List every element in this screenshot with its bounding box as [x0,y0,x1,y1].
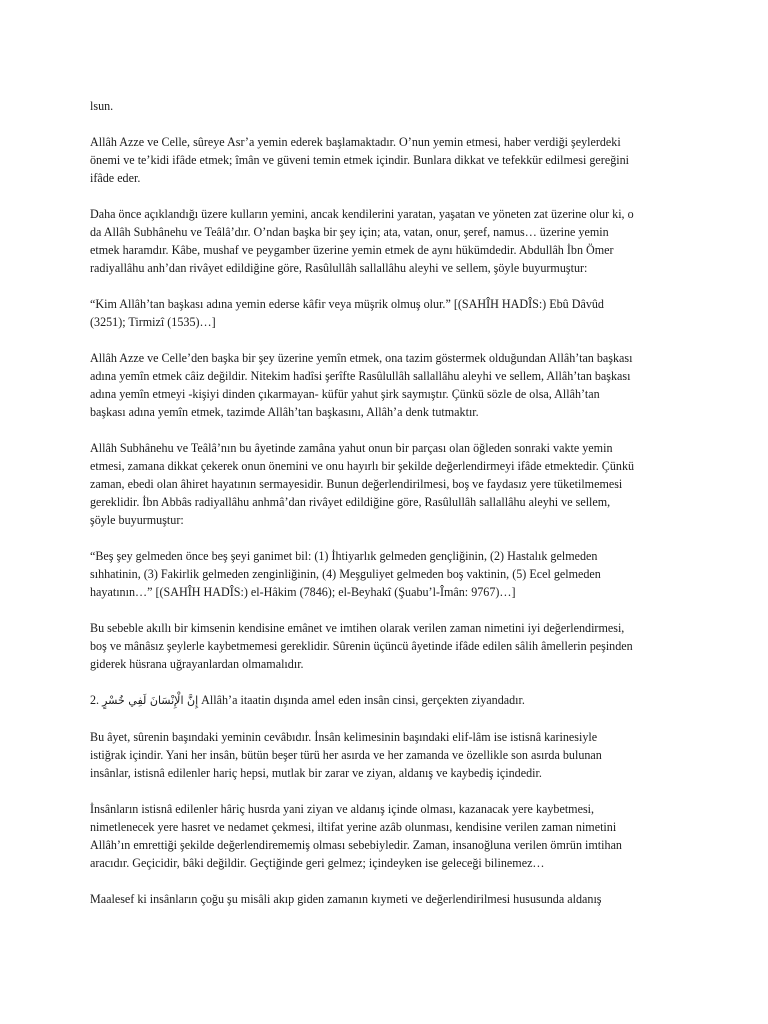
text-line: ifâde eder. [90,171,141,185]
text-line: lsun. [90,99,114,113]
text-line: hayatının…” [(SAHÎH HADÎS:) el-Hâkim (7846); el-Beyhakî (Şuabu’l-Îmân: 9767)…] [90,585,516,599]
paragraph-asr-oath [90,133,680,187]
paragraph-time-importance [90,439,680,529]
text-line: etmesi, zamana dikkat çekerek onun önemini ve onu hayırlı bir şekilde değerlendirmeyi ifâde etmektedir. Çünkü [90,459,635,473]
verse-number: 2. [90,693,100,707]
text-line: sıhhatinin, (3) Fakirlik gelmeden zenginliğinin, (4) Meşguliyet gelmeden boş vaktinin, (5) Ecel gelmeden [90,567,601,581]
text-line: adına yemîn etmeyi -kişiyi dinden çıkarmayan- küfür yahut şirk saymıştır. Çünkü sözle de olsa, Allâh’tan [90,387,600,401]
text-line: da Allâh Subhânehu ve Teâlâ’dır. O’ndan başka bir şey için; ata, vatan, onur, şeref, namus… üzerine yemin [90,225,609,239]
text-line [90,691,680,710]
text-line: (3251); Tirmizî (1535)…] [90,315,216,329]
paragraph-final [90,890,680,908]
text-line: boş ve mânâsız şeylerle kaybetmemesi gereklidir. Sûrenin üçüncü âyetinde ifâde edilen sâlih âmellerin peşinden [90,639,633,653]
document-page [90,97,680,926]
paragraph-loss [90,800,680,872]
text-line: aracıdır. Geçicidir, bâki değildir. Geçtiğinde geri gelmez; içindeyken ise geleceği bilinemez… [90,856,545,870]
text-line: önemi ve te’kidi ifâde etmek; îmân ve güveni temin etmek içindir. Bunlara dikkat ve tefekkür edilmesi gereğini [90,153,630,167]
verse-translation: Allâh’a itaatin dışında amel eden insân cinsi, gerçekten ziyandadır. [201,693,525,707]
text-line: şöyle buyurmuştur: [90,513,184,527]
text-line: Allâh’ın emrettiği şekilde değerlendirememiş olması sebebiyledir. Zaman, insanoğluna verilen ömrün imtihan [90,838,622,852]
text-line: Daha önce açıklandığı üzere kulların yemini, ancak kendilerini yaratan, yaşatan ve yöneten zat üzerine olur ki, o [90,207,634,221]
paragraph-oath-rules [90,205,680,277]
paragraph-oath-explanation [90,349,680,421]
text-line: “Kim Allâh’tan başkası adına yemin ederse kâfir veya müşrik olmuş olur.” [(SAHÎH HADÎS:) Ebû Dâvûd [90,297,604,311]
paragraph-wise-person [90,619,680,673]
text-line: başkası adına yemîn etmek, tazimde Allâh’tan başkasını, Allâh’a denk tutmaktır. [90,405,479,419]
hadith-quote-2 [90,547,680,601]
text-line: nimetlenecek yere hasret ve nedamet çekmesi, iltifat yerine azâb olunması, kendisine verilen zaman nimetini [90,820,617,834]
text-line: Allâh Subhânehu ve Teâlâ’nın bu âyetinde zamâna yahut onun bir parçası olan öğleden sonraki vakte yemin [90,441,613,455]
text-line: gereklidir. İbn Abbâs radiyallâhu anhmâ’dan rivâyet edildiğine göre, Rasûlullâh sallallâhu aleyhi ve sellem, [90,495,611,509]
text-line: insânlar, istisnâ edilenler hariç hepsi, mutlak bir zarar ve ziyan, aldanış ve kaybediş içindedir. [90,766,542,780]
text-line: radiyallâhu anh’dan rivâyet edildiğine göre, Rasûlullâh sallallâhu aleyhi ve sellem, şöyle buyurmuştur: [90,261,588,275]
text-line: Allâh Azze ve Celle, sûreye Asr’a yemin ederek başlamaktadır. O’nun yemin etmesi, haber verdiği şeylerdeki [90,135,621,149]
text-line: “Beş şey gelmeden önce beş şeyi ganimet bil: (1) İhtiyarlık gelmeden gençliğinin, (2) Hastalık gelmeden [90,549,598,563]
paragraph-fragment [90,97,680,115]
text-line: Bu âyet, sûrenin başındaki yeminin cevâbıdır. İnsân kelimesinin başındaki elif-lâm ise istisnâ karinesiyle [90,730,598,744]
paragraph-verse-answer [90,728,680,782]
text-line: istiğrak içindir. Yani her insân, bütün beşer türü her asırda ve her zamanda ve özellikle son asırda bulunan [90,748,602,762]
text-line: zaman, ebedi olan âhiret hayatının sermayesidir. Bunun değerlendirilmesi, boş ve faydasız yere tüketilmemesi [90,477,623,491]
verse-2 [90,691,680,710]
text-line: Allâh Azze ve Celle’den başka bir şey üzerine yemîn etmek, ona tazim göstermek olduğundan Allâh’tan başkası [90,351,633,365]
text-line: adına yemîn etmek câiz değildir. Nitekim hadîsi şerîfte Rasûlullâh sallallâhu aleyhi ve sellem, Allâh’tan başkası [90,369,631,383]
text-line: giderek hüsrana uğrayanlardan olmamalıdır. [90,657,304,671]
text-line: Maalesef ki insânların çoğu şu misâli akıp giden zamanın kıymeti ve değerlendirilmesi hususunda aldanış [90,892,602,906]
text-line: İnsânların istisnâ edilenler hâriç husrda yani ziyan ve aldanış içinde olması, kazanacak yere kaybetmesi, [90,802,595,816]
text-line: Bu sebeble akıllı bir kimsenin kendisine emânet ve imtihen olarak verilen zaman nimetini iyi değerlendirmesi, [90,621,625,635]
arabic-verse: إِنَّ الْإِنْسَانَ لَفِي خُسْرٍ [102,694,199,707]
hadith-quote-1 [90,295,680,331]
text-line: etmek haramdır. Kâbe, mushaf ve peygamber üzerine yemin etmek de aynı hükümdedir. Abdullâh İbn Ömer [90,243,614,257]
